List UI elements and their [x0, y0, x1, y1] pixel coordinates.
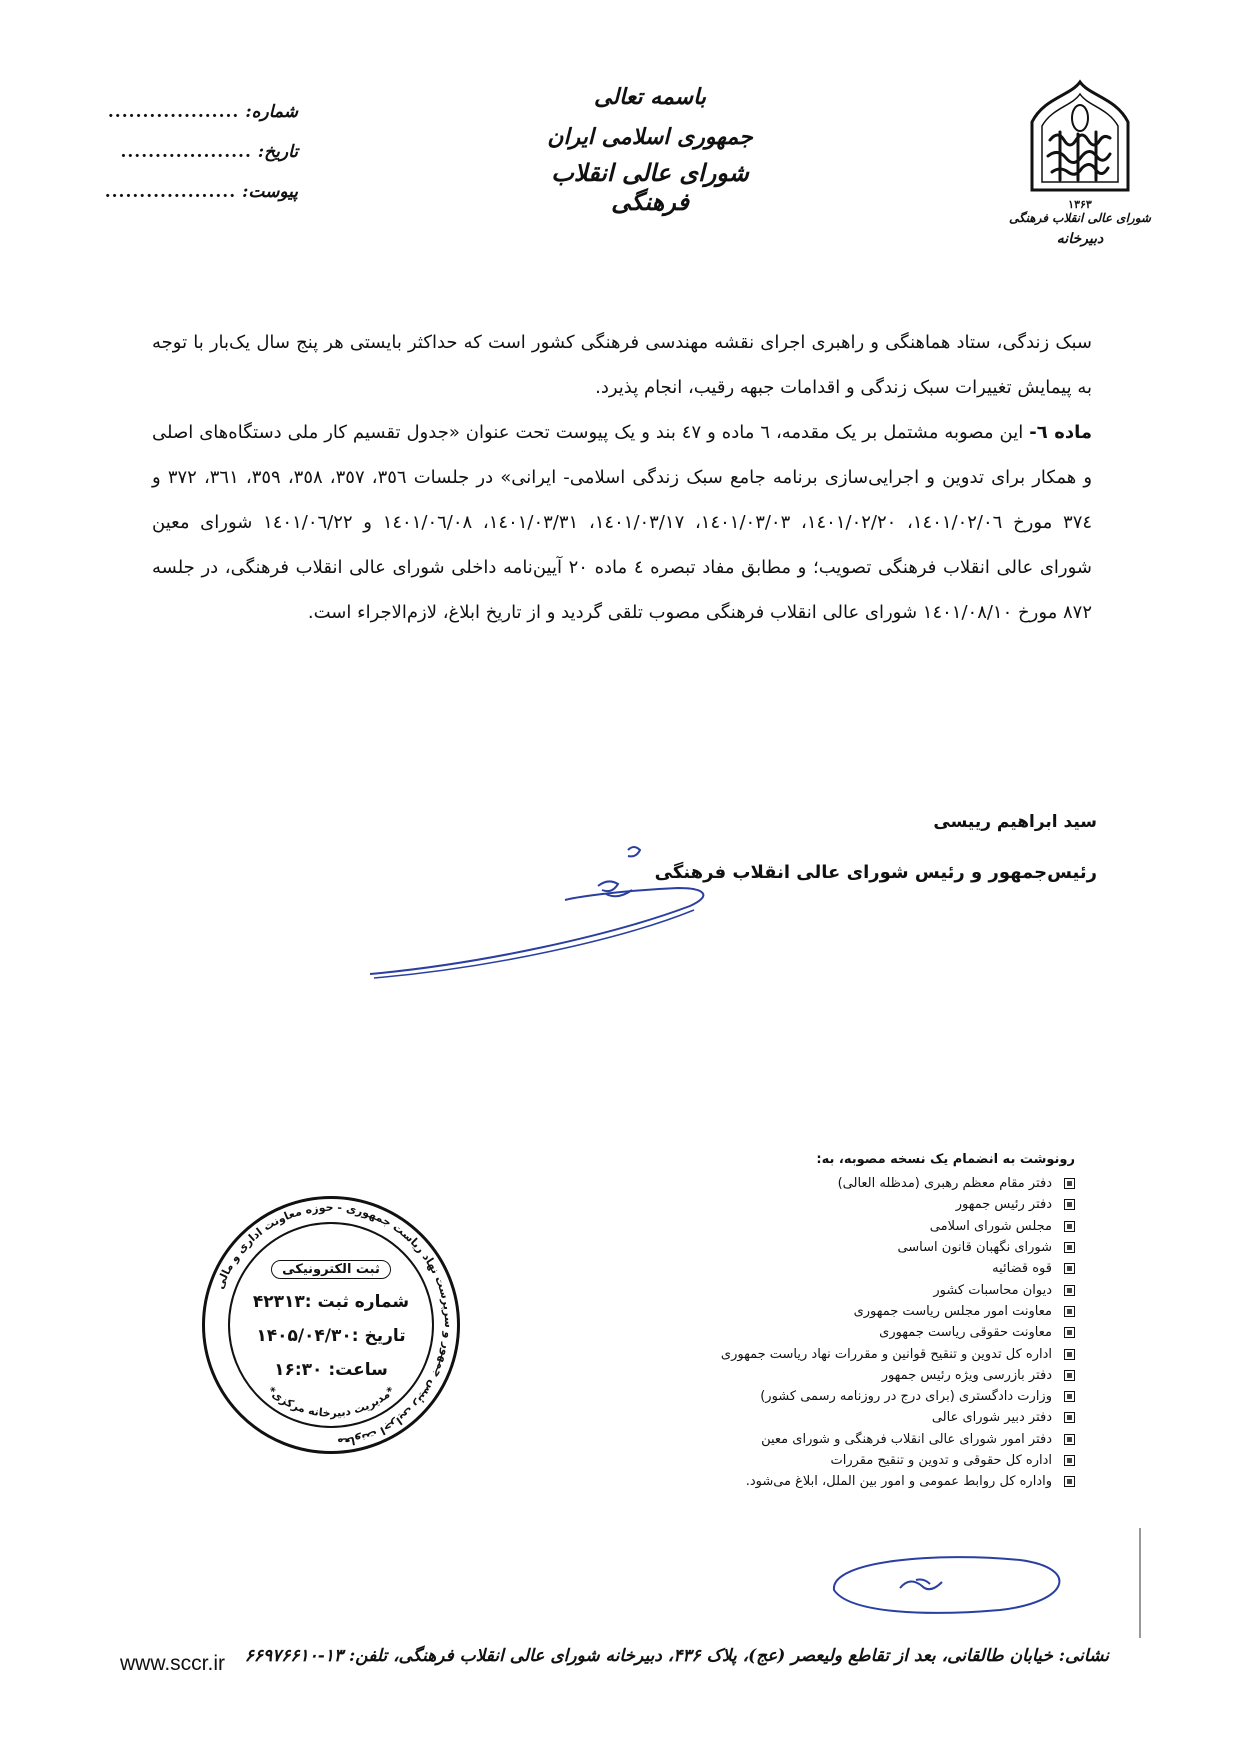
cc-item-label: وزارت دادگستری (برای درج در روزنامه رسمی کشور) — [760, 1389, 1052, 1405]
cc-heading: رونوشت به انضمام یک نسخه مصوبه، به: — [816, 1152, 1075, 1167]
signatory-name: سید ابراهیم رییسی — [933, 812, 1097, 832]
checkbox-icon — [1064, 1199, 1075, 1210]
signature-icon — [360, 840, 720, 990]
cc-item-label: دفتر رئیس جمهور — [955, 1197, 1052, 1213]
checkbox-icon — [1064, 1242, 1075, 1253]
cc-item-label: معاونت حقوقی ریاست جمهوری — [879, 1325, 1052, 1341]
checkbox-icon — [1064, 1306, 1075, 1317]
checkbox-icon — [1064, 1285, 1075, 1296]
attachment-label: پیوست: — [242, 182, 298, 202]
checkbox-icon — [1064, 1263, 1075, 1274]
logo-year: ۱۳۶۳ — [1068, 198, 1092, 211]
article-text: این مصوبه مشتمل بر یک مقدمه، ٦ ماده و ٤٧ بند و یک پیوست تحت عنوان «جدول تقسیم کار ملی دستگاه‌های اصلی و همکار برای تدوین و اجرایی‌سازی برنامه جامع سبک زندگی اسلامی- ایرانی» در جلسات ٣٥٦، ٣٥٧، ٣٥٨، ٣٥٩، ٣٦١، ٣٧٢ و ٣٧٤ مورخ ١٤٠١/٠٢/٠٦، ١٤٠١/٠٢/٢٠، ١٤٠١/٠٣/٠٣، ١٤٠١/٠٣/١٧، ١٤٠١/٠٣/٣١، ١٤٠١/٠٦/٠٨ و ١٤٠١/٠٦/٢٢ شورای معین شورای عالی انقلاب فرهنگی تصویب؛ و مطابق مفاد تبصره ٤ ماده ٢٠ آیین‌نامه داخلی شورای عالی انقلاب فرهنگی، در جلسه ٨٧٢ مورخ ١٤٠١/٠٨/١٠ شورای عالی انقلاب فرهنگی مصوب تلقی گردید و از تاریخ ابلاغ، لازم‌الاجراء است. — [152, 422, 1093, 623]
number-field — [88, 92, 298, 132]
initials-icon — [820, 1550, 1080, 1620]
cc-item — [555, 1237, 1075, 1258]
cc-item — [555, 1258, 1075, 1279]
checkbox-icon — [1064, 1412, 1075, 1423]
attachment-dots: ................... — [104, 182, 237, 202]
cc-item — [555, 1386, 1075, 1407]
stamp-title: ثبت الکترونیکی — [271, 1260, 391, 1279]
cc-item-label: شورای نگهبان قانون اساسی — [897, 1240, 1052, 1256]
cc-recipients — [555, 1173, 1075, 1492]
cc-item-label: دفتر مقام معظم رهبری (مدظله العالی) — [837, 1176, 1052, 1192]
cc-item — [555, 1429, 1075, 1450]
checkbox-icon — [1064, 1370, 1075, 1381]
checkbox-icon — [1064, 1327, 1075, 1338]
council-name: شورای عالی انقلاب فرهنگی — [551, 158, 749, 216]
logo-subtitle: دبیرخانه — [1056, 231, 1104, 247]
cc-item — [555, 1407, 1075, 1428]
stamp-bottom-text: *مدیریت دبیرخانه مرکزی* — [265, 1384, 397, 1420]
checkbox-icon — [1064, 1221, 1075, 1232]
cc-item-label: اداره کل تدوین و تنقیح قوانین و مقررات نهاد ریاست جمهوری — [720, 1346, 1052, 1362]
basmala: باسمه تعالی — [594, 84, 706, 110]
logo-org-name: شورای عالی انقلاب فرهنگی — [1009, 211, 1151, 225]
checkbox-icon — [1064, 1349, 1075, 1360]
date-label: تاریخ: — [257, 142, 298, 162]
cc-list — [555, 1152, 1075, 1492]
cc-item-label: معاونت امور مجلس ریاست جمهوری — [853, 1303, 1052, 1319]
stamp-registration-number: شماره ثبت :۴۲۳۱۳ — [252, 1292, 410, 1312]
edge-mark — [1139, 1528, 1141, 1638]
cc-item — [555, 1450, 1075, 1471]
cc-item-label: واداره کل روابط عمومی و امور بین الملل، ابلاغ می‌شود. — [745, 1474, 1052, 1490]
checkbox-icon — [1064, 1391, 1075, 1402]
checkbox-icon — [1064, 1434, 1075, 1445]
body-paragraph-1: سبک زندگی، ستاد هماهنگی و راهبری اجرای نقشه مهندسی فرهنگی کشور است که حداکثر بایستی هر پنج سال یک‌بار با توجه به پیمایش تغییرات سبک زندگی و اقدامات جبهه رقیب، انجام پذیرد. — [152, 332, 1092, 398]
cc-item — [555, 1173, 1075, 1194]
cc-item-label: دیوان محاسبات کشور — [933, 1282, 1052, 1298]
cc-item-label: مجلس شورای اسلامی — [929, 1218, 1052, 1234]
council-emblem-icon — [1020, 78, 1140, 198]
stamp-date: تاریخ :۱۴۰۵/۰۴/۳۰ — [256, 1326, 406, 1346]
checkbox-icon — [1064, 1178, 1075, 1189]
date-field — [88, 132, 298, 172]
registration-stamp — [202, 1196, 460, 1454]
stamp-ring-text: معاونت اجرایی رئیس جمهور و سرپرست نهاد ریاست جمهوری - حوزه معاونت اداری و مالی — [213, 1200, 456, 1449]
checkbox-icon — [1064, 1476, 1075, 1487]
cc-item-label: دفتر امور شورای عالی انقلاب فرهنگی و شورای معین — [761, 1431, 1052, 1447]
checkbox-icon — [1064, 1455, 1075, 1466]
council-logo — [1005, 78, 1155, 278]
cc-item — [555, 1279, 1075, 1300]
cc-item — [555, 1194, 1075, 1215]
footer-address: نشانی: خیابان طالقانی، بعد از تقاطع ولیعصر (عج)، پلاک ۴۳۶، دبیرخانه شورای عالی انقلاب فرهنگی، تلفن: ۱۳-۶۶۹۷۶۶۱۰ — [244, 1646, 1109, 1666]
cc-item — [555, 1471, 1075, 1492]
attachment-field — [88, 172, 298, 212]
country-name: جمهوری اسلامی ایران — [547, 124, 753, 150]
signatory-title: رئیس‌جمهور و رئیس شورای عالی انقلاب فرهنگی — [654, 862, 1097, 883]
stamp-time: ساعت: ۱۶:۳۰ — [274, 1360, 388, 1380]
cc-item — [555, 1365, 1075, 1386]
cc-item-label: قوه قضائیه — [992, 1261, 1052, 1277]
cc-item-label: دفتر بازرسی ویژه رئیس جمهور — [881, 1367, 1052, 1383]
cc-item-label: اداره کل حقوقی و تدوین و تنقیح مقررات — [830, 1453, 1052, 1468]
cc-item — [555, 1343, 1075, 1364]
body-paragraph-2 — [152, 410, 1092, 635]
date-dots: ................... — [120, 142, 252, 162]
cc-item — [555, 1322, 1075, 1343]
cc-item — [555, 1216, 1075, 1237]
cc-item — [555, 1301, 1075, 1322]
stamp-inner-circle — [228, 1222, 434, 1428]
letter-body — [152, 320, 1092, 635]
number-label: شماره: — [245, 102, 298, 122]
website-link[interactable]: www.sccr.ir — [120, 1652, 225, 1675]
letter-meta-fields — [88, 92, 298, 212]
article-label: ماده ٦- — [1029, 422, 1092, 443]
number-dots: ................... — [107, 102, 240, 122]
letterhead — [520, 84, 780, 216]
cc-item-label: دفتر دبیر شورای عالی — [931, 1410, 1052, 1426]
